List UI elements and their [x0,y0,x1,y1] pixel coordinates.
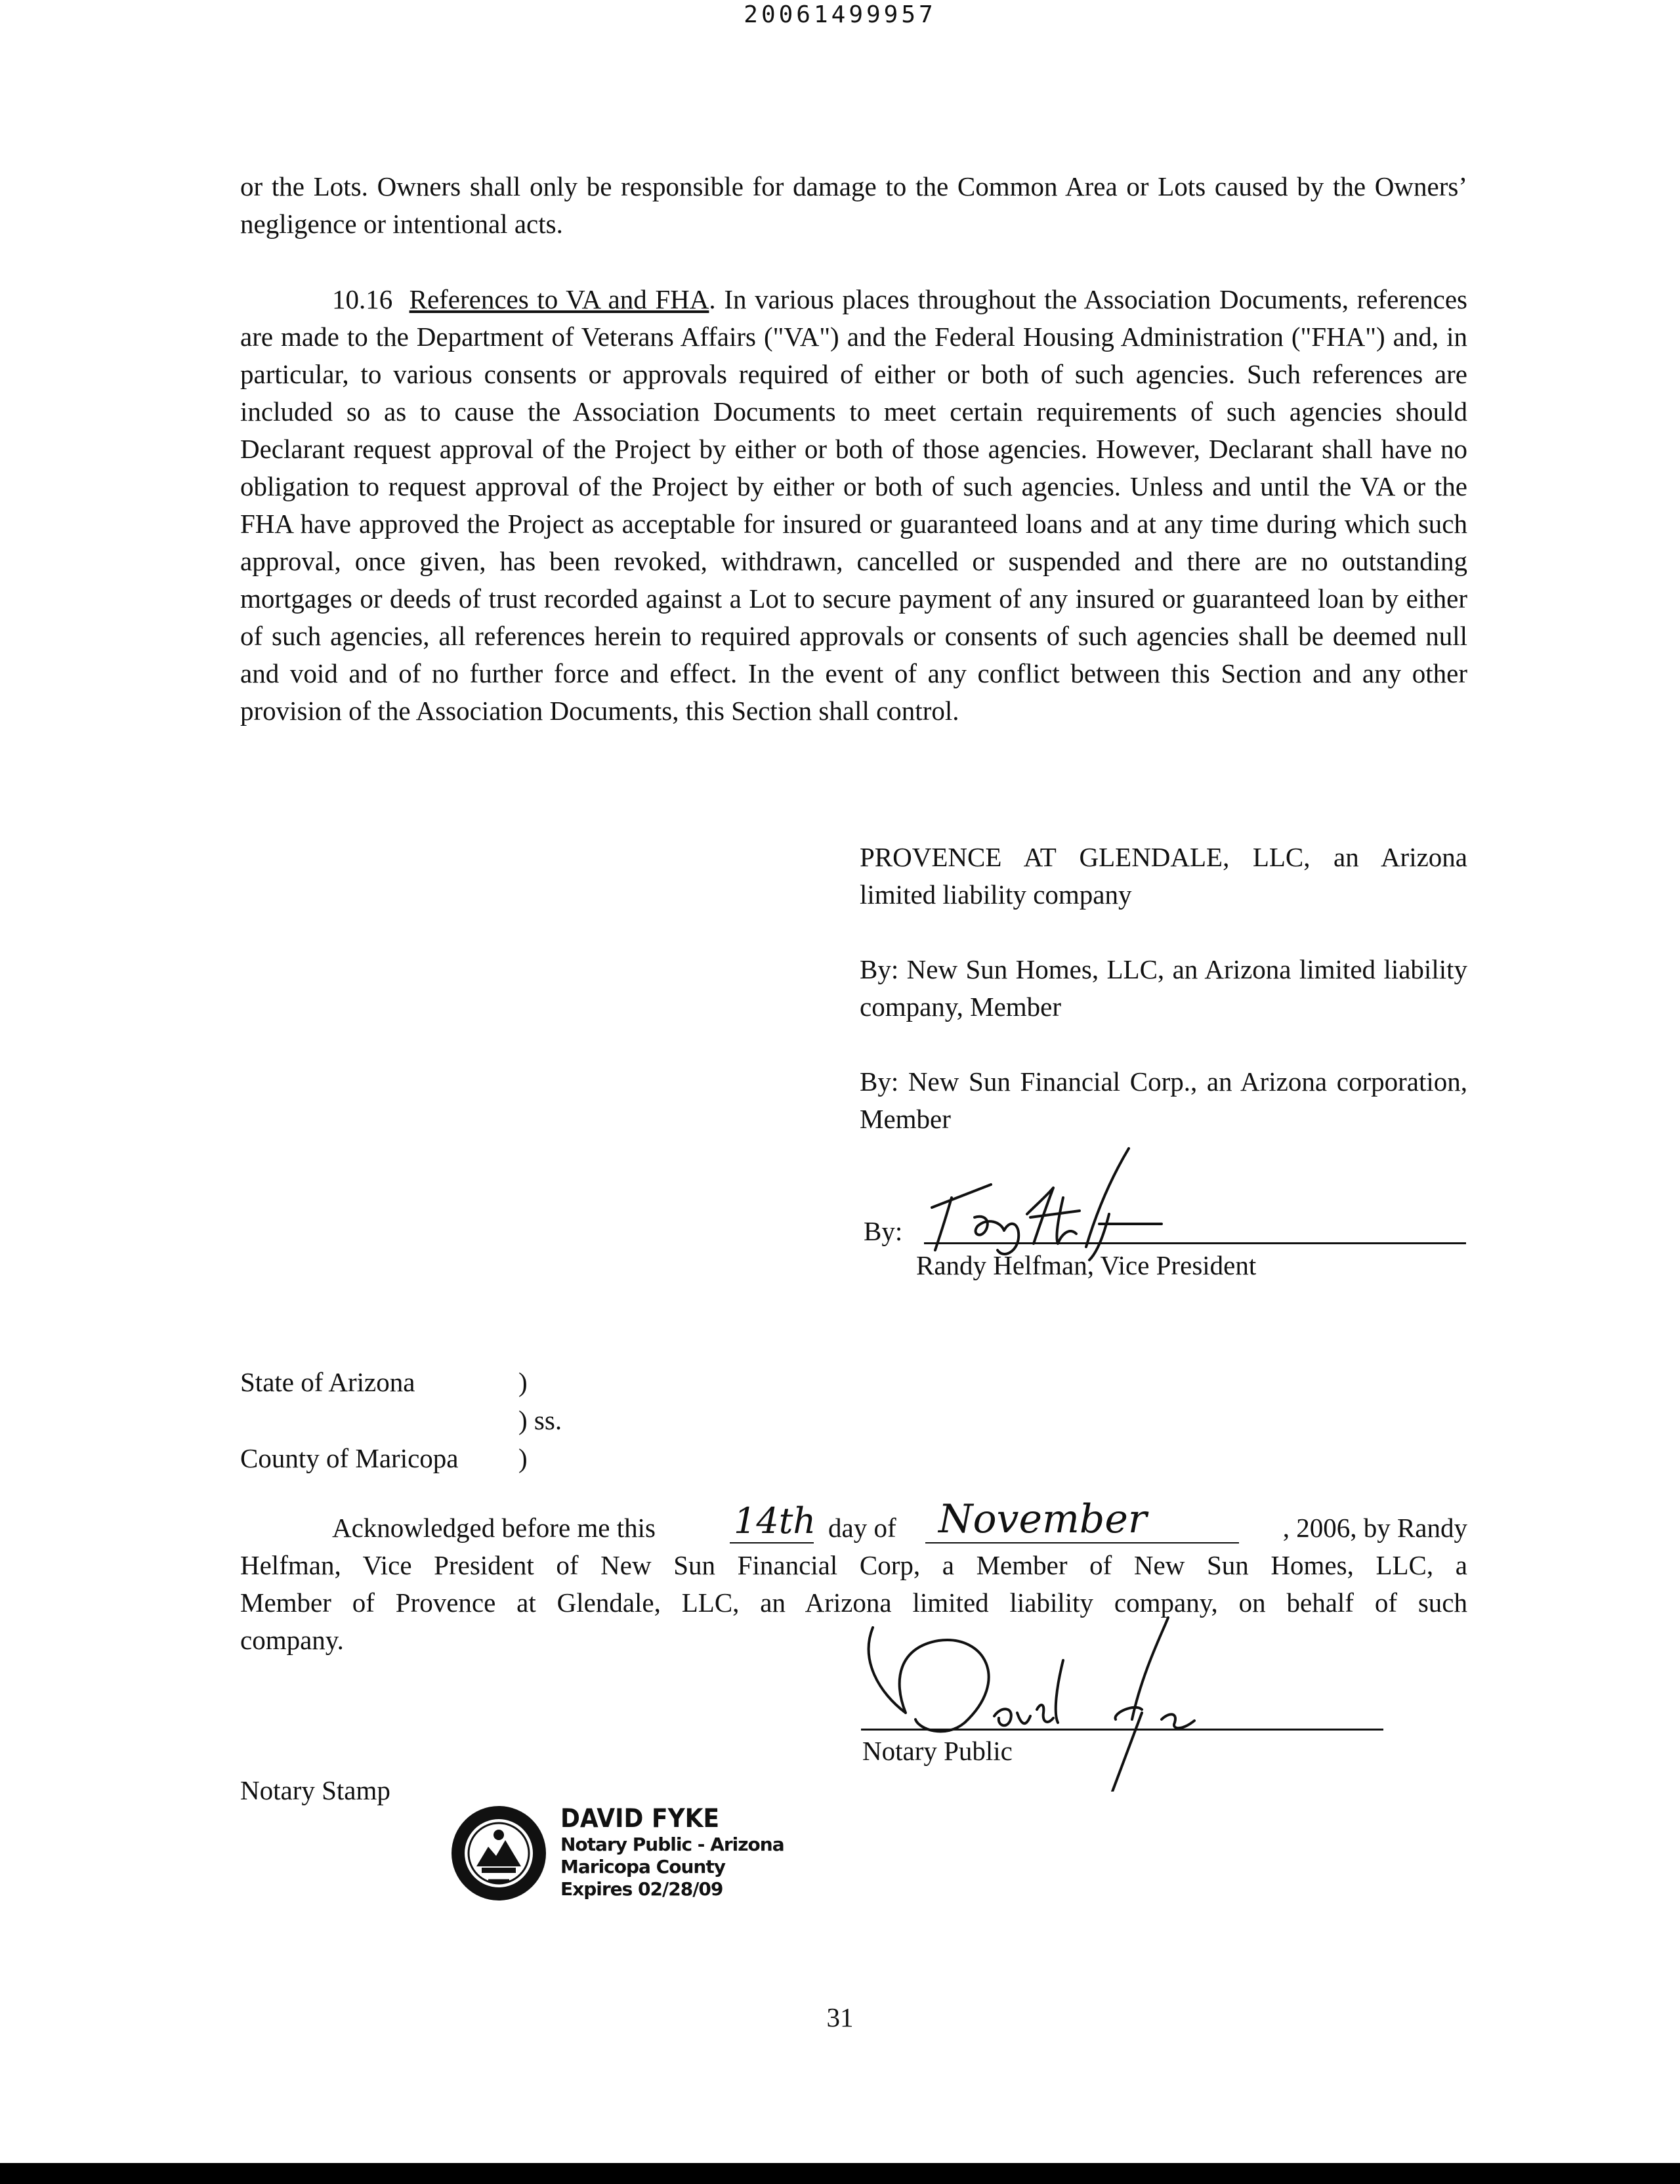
ack-day-of: day of [828,1513,896,1543]
scan-bottom-edge [0,2163,1680,2184]
venue-paren-2: ) [518,1443,528,1473]
ack-line-4: company. [240,1625,344,1655]
ack-month-handwritten: November [938,1496,1147,1542]
arizona-seal-icon [449,1803,549,1903]
section-heading: References to VA and FHA [409,284,709,314]
signature-block [860,839,1467,1138]
venue-ss: ) ss. [518,1405,562,1435]
ack-line-2: Helfman, Vice President of New Sun Financial Corp, a Member of New Sun Homes, LLC, a [240,1550,1467,1580]
stamp-expiration: Expires 02/28/09 [560,1878,723,1900]
section-number: 10.16 [332,284,393,314]
entity-name: PROVENCE AT GLENDALE, LLC, an Arizona limited liability company [860,842,1467,910]
notary-stamp-text [560,1805,784,1900]
ack-year-text: , 2006, by Randy [1282,1513,1467,1543]
notary-public-label: Notary Public [862,1736,1013,1766]
notary-stamp-label: Notary Stamp [240,1775,390,1805]
ack-intro: Acknowledged before me this [332,1513,656,1543]
stamp-notary-title: Notary Public - Arizona [560,1834,784,1855]
venue-state: State of Arizona [240,1367,415,1397]
day-blank [730,1542,814,1544]
section-10-16-paragraph [240,281,1467,730]
venue-paren-1: ) [518,1367,528,1397]
by-label: By: [864,1216,903,1246]
carryover-paragraph: or the Lots. Owners shall only be responsible for damage to the Common Area or Lots caused by the Owners’ negligence or intentional acts. [240,171,1467,239]
venue-county: County of Maricopa [240,1443,459,1473]
stamp-notary-name: DAVID FYKE [560,1803,720,1834]
signer-name-title: Randy Helfman, Vice President [916,1250,1257,1280]
recording-number: 20061499957 [744,1,936,28]
by-member-2: By: New Sun Financial Corp., an Arizona corporation, Member [860,1066,1467,1134]
by-member-1: By: New Sun Homes, LLC, an Arizona limited liability company, Member [860,954,1467,1022]
month-blank [925,1542,1239,1544]
section-text: . In various places throughout the Association Documents, references are made to the Department of Veterans Affairs ("VA") and the Federal Housing Administration ("FHA") and, in particular, to various consents or approvals required of either or both of such agencies. Such references are included so as to cause the Association Documents to meet certain requirements of such agencies should Declarant request approval of the Project by either or both of those agencies. However, Declarant shall have no obligation to request approval of the Project by either or both of such agencies. Unless and until the VA or the FHA have approved the Project as acceptable for insured or guaranteed loans and at any time during which such approval, once given, has been revoked, withdrawn, cancelled or suspended and there are no outstanding mortgages or deeds of trust recorded against a Lot to secure payment of any insured or guaranteed loan by either of such agencies, all references herein to required approvals or consents of such agencies shall be deemed null and void and of no further force and effect. In the event of any conflict between this Section and any other provision of the Association Documents, this Section shall control. [240,284,1468,726]
stamp-county: Maricopa County [560,1856,725,1878]
ack-line-3: Member of Provence at Glendale, LLC, an Arizona limited liability company, on behalf of such [240,1587,1467,1618]
page-number: 31 [826,2002,854,2032]
ack-day-handwritten: 14th [734,1500,816,1542]
